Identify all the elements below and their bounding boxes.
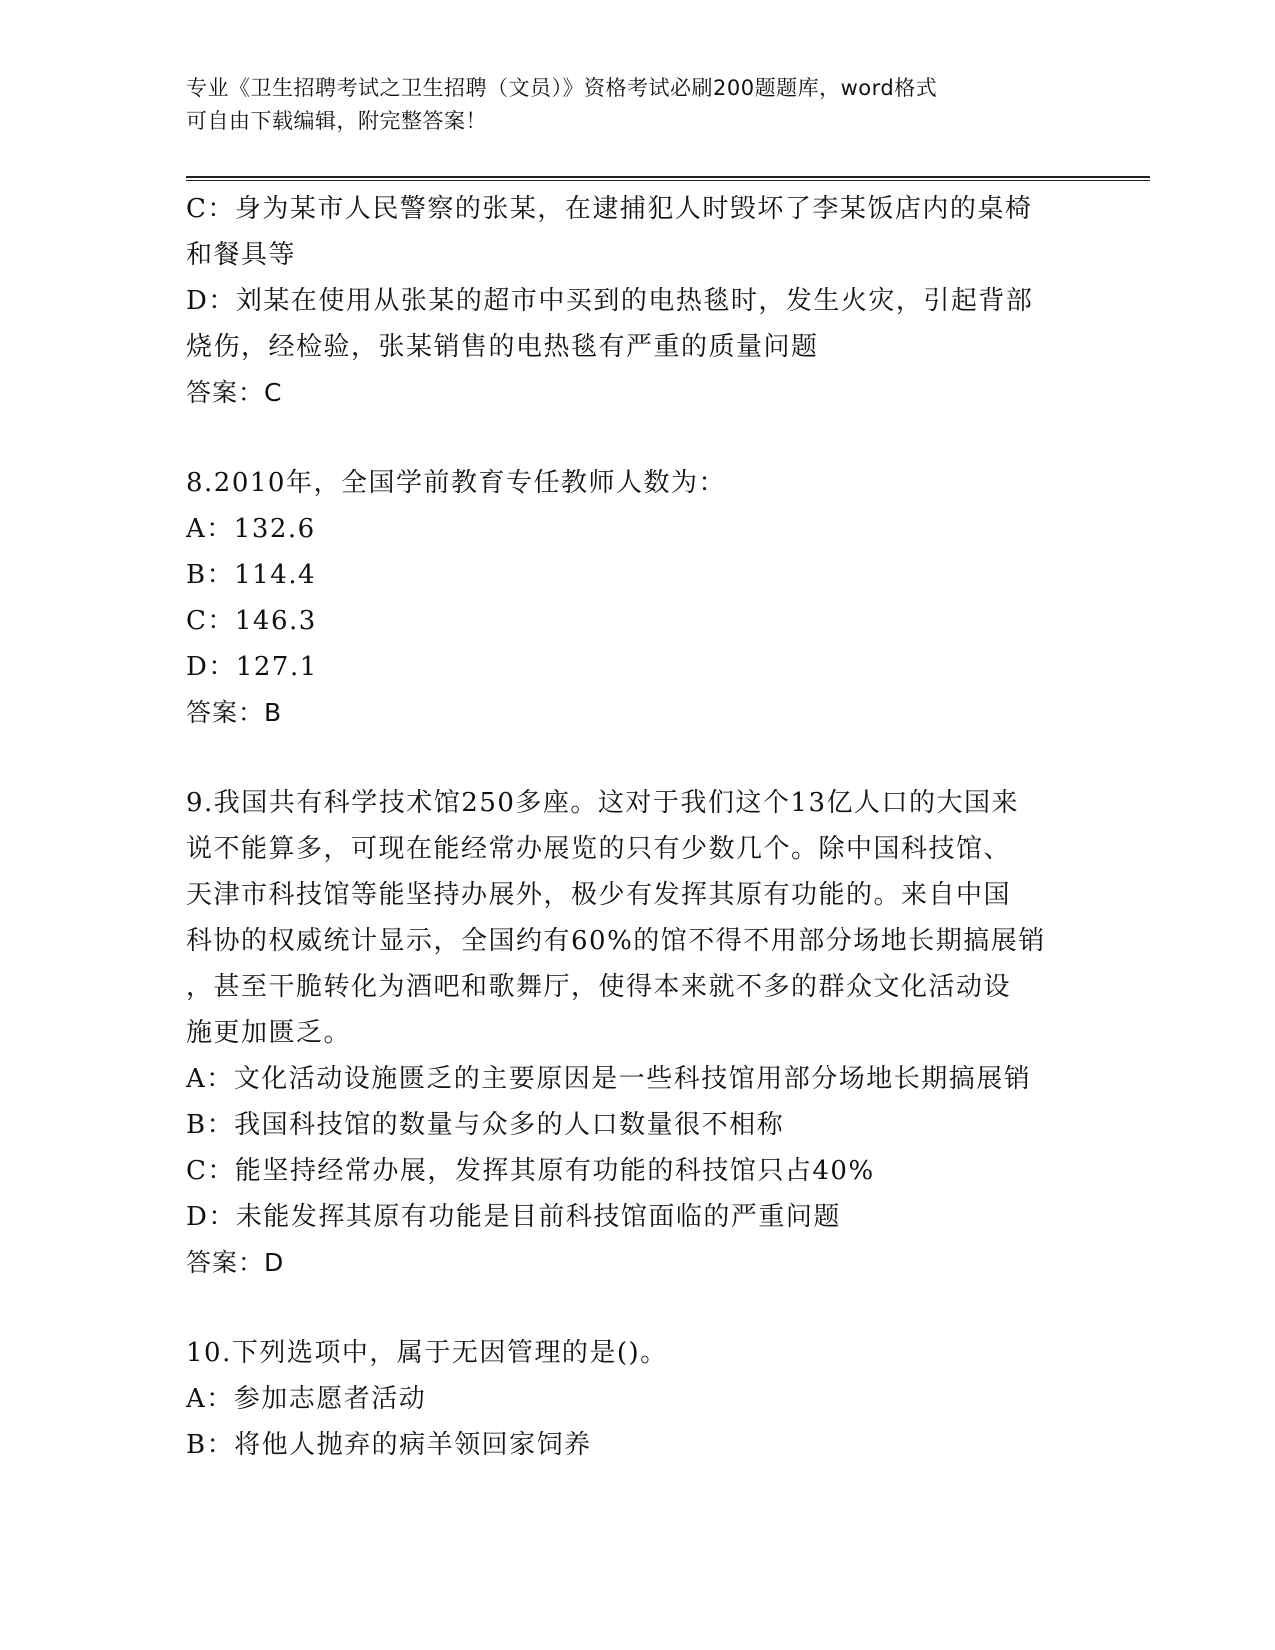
option-a: A：132.6 — [186, 514, 316, 544]
question-8-stem: 8.2010年，全国学前教育专任教师人数为： — [186, 468, 726, 498]
question-9-stem-line-4: 科协的权威统计显示，全国约有60%的馆不得不用部分场地长期搞展销 — [186, 926, 1046, 956]
option-c: C：能坚持经常办展，发挥其原有功能的科技馆只占40% — [186, 1156, 875, 1186]
option-b: B：将他人抛弃的病羊领回家饲养 — [186, 1430, 592, 1460]
question-9-stem-line-1: 9.我国共有科学技术馆250多座。这对于我们这个13亿人口的大国来 — [186, 788, 1020, 818]
option-d: D：未能发挥其原有功能是目前科技馆面临的严重问题 — [186, 1202, 841, 1232]
question-10 — [186, 1330, 1086, 1468]
question-content — [186, 186, 1086, 1468]
option-d: D：127.1 — [186, 652, 318, 682]
option-d-line-2: 烧伤，经检验，张某销售的电热毯有严重的质量问题 — [186, 332, 819, 362]
header-divider — [186, 176, 1150, 181]
answer-8: 答案：B — [186, 698, 283, 727]
option-d-line-1: D：刘某在使用从张某的超市中买到的电热毯时，发生火灾，引起背部 — [186, 286, 1034, 316]
option-b: B：114.4 — [186, 560, 317, 590]
question-8 — [186, 460, 1086, 736]
option-c-line-1: C：身为某市人民警察的张某，在逮捕犯人时毁坏了李某饭店内的桌椅 — [186, 194, 1033, 224]
option-a: A：参加志愿者活动 — [186, 1384, 427, 1414]
question-9-stem-line-5: ，甚至干脆转化为酒吧和歌舞厅，使得本来就不多的群众文化活动设 — [186, 972, 1012, 1002]
option-a: A：文化活动设施匮乏的主要原因是一些科技馆用部分场地长期搞展销 — [186, 1064, 1032, 1094]
option-c: C：146.3 — [186, 606, 317, 636]
question-9 — [186, 780, 1086, 1286]
answer-9: 答案：D — [186, 1248, 285, 1277]
question-10-stem: 10.下列选项中，属于无因管理的是()。 — [186, 1338, 668, 1368]
header-line-1: 专业《卫生招聘考试之卫生招聘（文员）》资格考试必刷200题题库，word格式 — [186, 76, 938, 100]
question-9-stem-line-6: 施更加匮乏。 — [186, 1018, 352, 1048]
header-line-2: 可自由下载编辑，附完整答案！ — [186, 109, 487, 133]
option-c-line-2: 和餐具等 — [186, 240, 297, 270]
question-9-stem-line-2: 说不能算多，可现在能经常办展览的只有少数几个。除中国科技馆、 — [186, 834, 1012, 864]
answer-7: 答案：C — [186, 378, 283, 407]
option-b: B：我国科技馆的数量与众多的人口数量很不相称 — [186, 1110, 785, 1140]
document-header — [186, 72, 1066, 138]
question-7-tail — [186, 186, 1086, 416]
question-9-stem-line-3: 天津市科技馆等能坚持办展外，极少有发挥其原有功能的。来自中国 — [186, 880, 1012, 910]
